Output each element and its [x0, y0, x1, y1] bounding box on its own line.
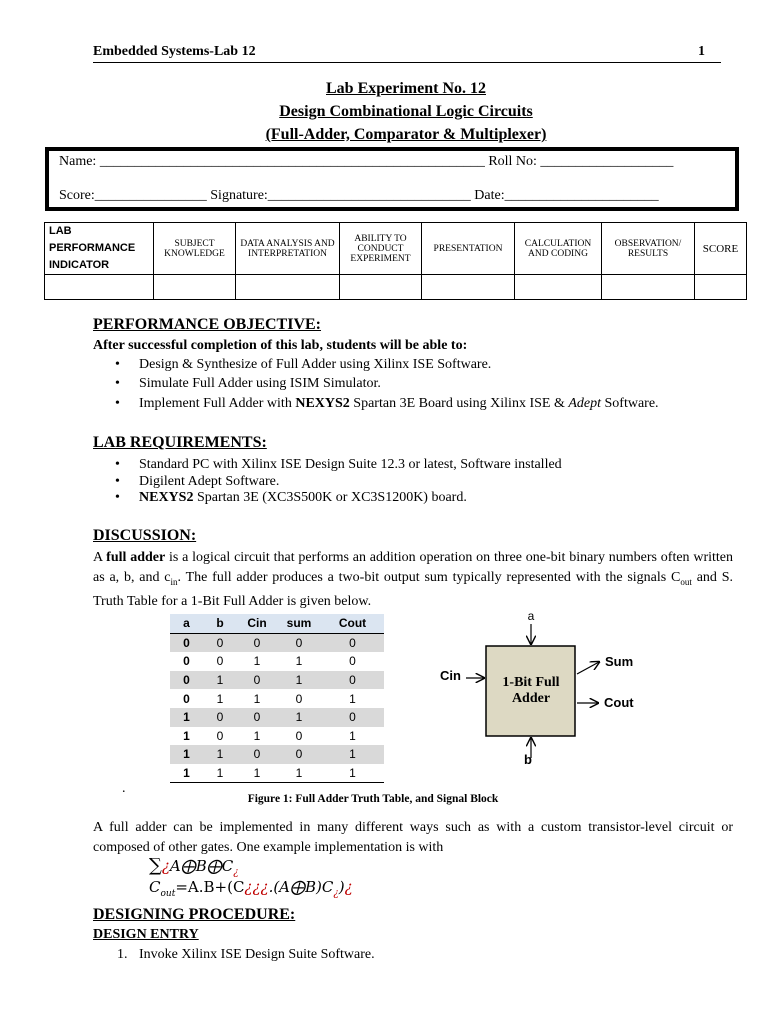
- requirement-item: • Digilent Adept Software.: [115, 474, 280, 489]
- design-entry-heading: DESIGN ENTRY: [93, 927, 199, 942]
- truth-table: [170, 614, 384, 783]
- perf-cell[interactable]: [236, 275, 340, 300]
- perf-header-indicator: LAB PERFORMANCE INDICATOR: [45, 223, 154, 275]
- perf-cell[interactable]: [422, 275, 515, 300]
- truth-table-cell: 0: [321, 633, 384, 652]
- procedure-step: 1. Invoke Xilinx ISE Design Suite Software.: [117, 947, 375, 962]
- truth-table-cell: 1: [253, 691, 261, 706]
- discussion-paragraph: A full adder is a logical circuit that performs an addition operation on three one-bit binary numbers often written as a, b, and $c_{in}$. The full adder produces a two-bit output sum typically represented with the signals $C_{out}$ and S. Truth Table for a 1-Bit Full Adder is given below.: [93, 550, 734, 609]
- tt-header: sum: [277, 614, 321, 633]
- objective-intro: After successful completion of this lab, students will be able to:: [93, 338, 468, 353]
- tt-header: b: [203, 614, 237, 633]
- truth-table-row: [170, 708, 384, 727]
- truth-table-cell: 1: [277, 671, 321, 690]
- truth-table-cell: 1: [277, 708, 321, 727]
- truth-table-cell: 0: [183, 691, 190, 706]
- score-signature-date-line[interactable]: Score:________________ Signature:_____________________________ Date:______________________: [59, 188, 659, 203]
- perf-header-score: SCORE: [695, 223, 747, 275]
- tt-header: a: [170, 614, 203, 633]
- objective-item: • Simulate Full Adder using ISIM Simulator.: [115, 376, 381, 391]
- truth-table-row: [170, 633, 384, 652]
- truth-table-cell: 1: [277, 764, 321, 783]
- lab-subtitle-2: (Full-Adder, Comparator & Multiplexer): [265, 126, 547, 143]
- truth-table-row: [170, 727, 384, 746]
- discussion-heading: DISCUSSION:: [93, 527, 197, 544]
- perf-header-calculation: CALCULATION AND CODING: [515, 223, 602, 275]
- truth-table-cell: 1: [203, 764, 237, 783]
- implementation-paragraph: A full adder can be implemented in many different ways such as with a custom transistor-level circuit or composed of other gates. One example implementation is with: [93, 820, 733, 855]
- procedure-heading: DESIGNING PROCEDURE:: [93, 906, 296, 923]
- truth-table-cell: 1: [237, 764, 277, 783]
- objective-item: • Implement Full Adder with NEXYS2 Spartan 3E Board using Xilinx ISE & Adept Software.: [115, 396, 659, 411]
- truth-table-cell: 1: [253, 654, 261, 669]
- perf-header-ability: ABILITY TO CONDUCT EXPERIMENT: [340, 223, 422, 275]
- full-adder-block-diagram: [430, 606, 650, 776]
- truth-table-cell: 1: [170, 745, 203, 764]
- truth-table-cell: 1: [183, 728, 190, 743]
- truth-table-cell: 0: [216, 654, 224, 669]
- student-info-box: [45, 147, 739, 211]
- output-sum-label: Sum: [605, 654, 634, 669]
- truth-table-cell: 1: [349, 691, 356, 706]
- truth-table-cell: 0: [277, 745, 321, 764]
- truth-table-row: [170, 745, 384, 764]
- input-cin-label: Cin: [440, 668, 461, 683]
- truth-table-cell: 0: [170, 633, 203, 652]
- performance-table: [44, 222, 747, 300]
- truth-table-cell: 1: [321, 745, 384, 764]
- perf-cell[interactable]: [602, 275, 695, 300]
- truth-table-cell: 0: [295, 728, 303, 743]
- requirements-heading: LAB REQUIREMENTS:: [93, 434, 267, 451]
- perf-header-data: DATA ANALYSIS AND INTERPRETATION: [236, 223, 340, 275]
- header-title: Embedded Systems-Lab 12: [93, 44, 256, 59]
- perf-cell[interactable]: [154, 275, 236, 300]
- lab-subtitle: Design Combinational Logic Circuits: [279, 103, 533, 120]
- truth-table-cell: 0: [237, 633, 277, 652]
- perf-cell[interactable]: [340, 275, 422, 300]
- truth-table-cell: 0: [237, 745, 277, 764]
- perf-header-observation: OBSERVATION/ RESULTS: [602, 223, 695, 275]
- truth-table-cell: 0: [170, 671, 203, 690]
- name-rollno-line[interactable]: Name: _______________________________________________________ Roll No: ___________________: [59, 154, 674, 169]
- tt-header: Cin: [237, 614, 277, 633]
- truth-table-cell: 0: [183, 654, 190, 669]
- tt-header: Cout: [321, 614, 384, 633]
- truth-table-cell: 1: [295, 654, 303, 669]
- truth-table-cell: 0: [203, 708, 237, 727]
- truth-table-row: [170, 671, 384, 690]
- lab-title: Lab Experiment No. 12: [326, 80, 486, 97]
- truth-table-cell: 1: [321, 764, 384, 783]
- truth-table-row: [170, 652, 384, 671]
- figure-caption: Figure 1: Full Adder Truth Table, and Signal Block: [247, 793, 499, 805]
- block-label-1: 1-Bit Full: [502, 675, 560, 690]
- truth-table-cell: 1: [349, 728, 356, 743]
- sum-equation: $\sum¿A⨁B⨁C_¿$: [149, 855, 239, 878]
- output-cout-label: Cout: [604, 695, 634, 710]
- truth-table-cell: 0: [295, 691, 303, 706]
- truth-table-cell: 1: [170, 764, 203, 783]
- stray-dot: .: [122, 781, 126, 796]
- truth-table-cell: 0: [277, 633, 321, 652]
- truth-table-cell: 1: [203, 671, 237, 690]
- truth-table-cell: 0: [216, 728, 224, 743]
- truth-table-cell: 1: [253, 728, 261, 743]
- page-number: 1: [698, 44, 705, 59]
- objective-item: • Design & Synthesize of Full Adder using Xilinx ISE Software.: [115, 357, 492, 372]
- perf-header-presentation: PRESENTATION: [422, 223, 515, 275]
- truth-table-row: [170, 764, 384, 783]
- truth-table-cell: 1: [216, 691, 224, 706]
- truth-table-cell: 0: [349, 654, 356, 669]
- output-sum-arrow: [577, 662, 599, 674]
- truth-table-row: [170, 689, 384, 708]
- truth-table-cell: 0: [321, 708, 384, 727]
- requirement-item: • Standard PC with Xilinx ISE Design Suite 12.3 or latest, Software installed: [115, 457, 562, 472]
- perf-cell[interactable]: [515, 275, 602, 300]
- block-label-2: Adder: [511, 691, 551, 706]
- input-b-label: b: [524, 752, 532, 767]
- objective-heading: PERFORMANCE OBJECTIVE:: [93, 316, 322, 333]
- perf-cell[interactable]: [45, 275, 154, 300]
- perf-cell[interactable]: [695, 275, 747, 300]
- truth-table-cell: 1: [170, 708, 203, 727]
- page-header: [93, 44, 721, 63]
- cout-equation: $C_{out}=A.B+(C¿¿¿.(A⨁B)C_¿)¿$: [149, 878, 353, 899]
- perf-header-subject: SUBJECT KNOWLEDGE: [154, 223, 236, 275]
- input-a-label: a: [527, 609, 535, 623]
- truth-table-cell: 1: [203, 745, 237, 764]
- requirement-item: • NEXYS2 Spartan 3E (XC3S500K or XC3S1200K) board.: [115, 490, 467, 505]
- truth-table-cell: 0: [237, 671, 277, 690]
- truth-table-cell: 0: [203, 633, 237, 652]
- truth-table-cell: 0: [321, 671, 384, 690]
- truth-table-cell: 0: [237, 708, 277, 727]
